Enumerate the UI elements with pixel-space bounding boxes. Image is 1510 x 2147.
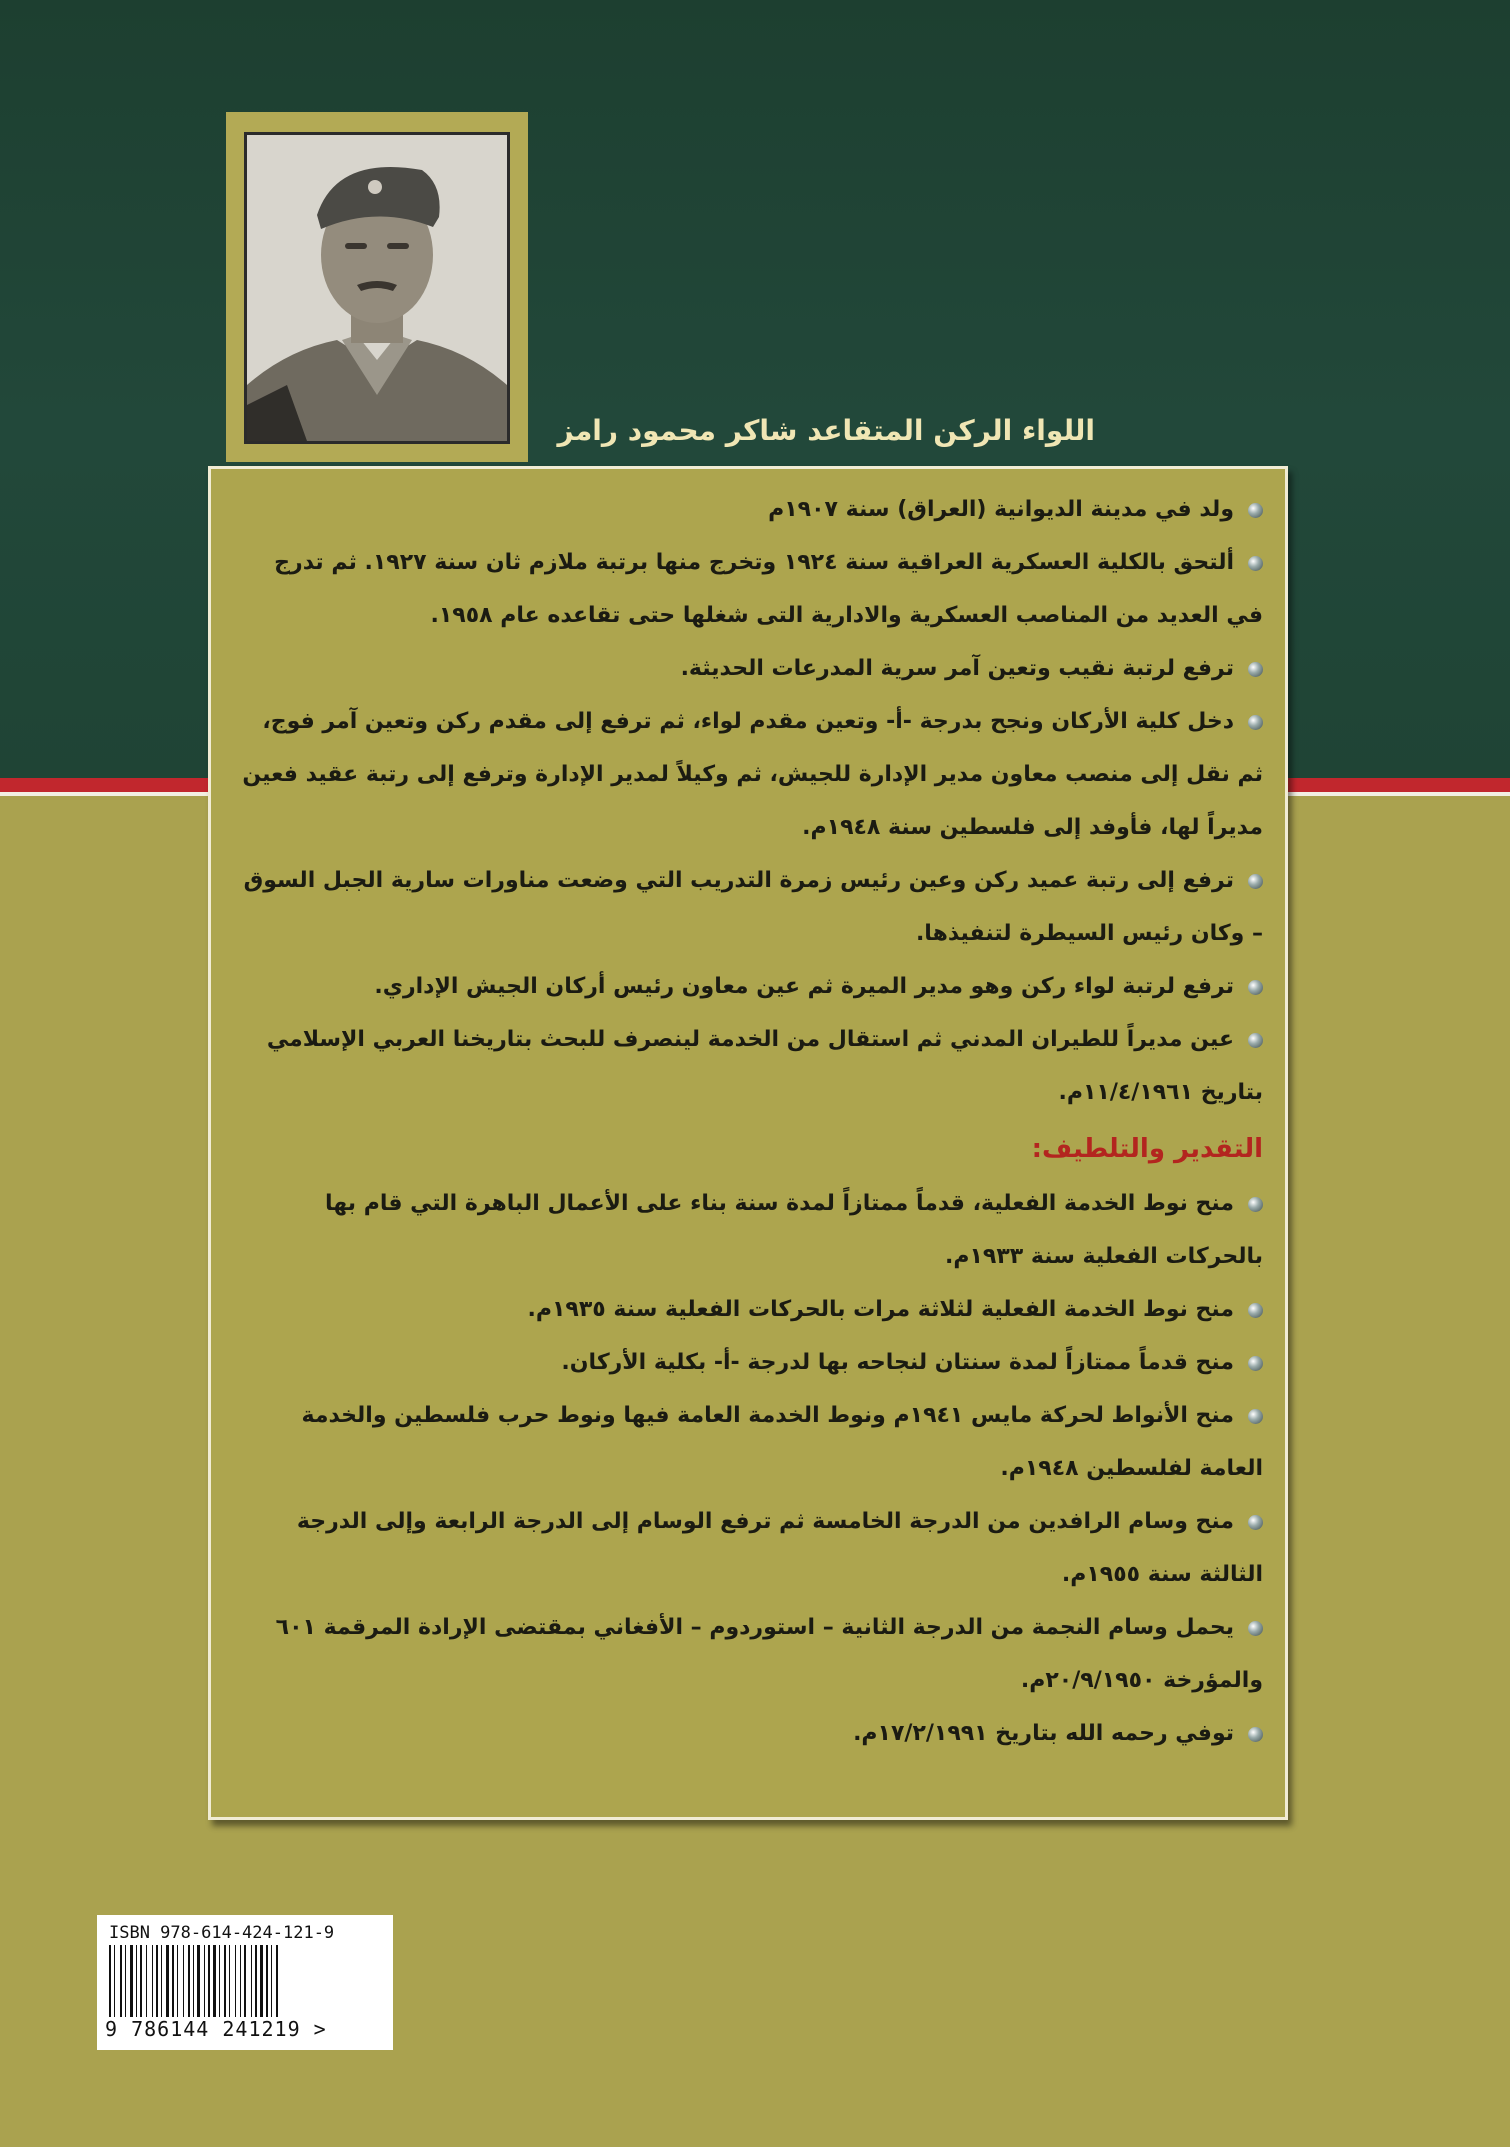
barcode-icon [105,1945,385,2017]
list-item-text: ترفع لرتبة نقيب وتعين آمر سرية المدرعات الحديثة. [680,656,1234,681]
portrait-frame [226,112,528,462]
list-item-text: منح نوط الخدمة الفعلية، قدماً ممتازاً لمدة سنة بناء على الأعمال الباهرة التي قام بها بالحركات الفعلية سنة ١٩٣٣م. [324,1191,1263,1269]
list-item [231,642,1263,695]
list-item-text: ترفع لرتبة لواء ركن وهو مدير الميرة ثم عين معاون رئيس أركان الجيش الإداري. [374,974,1234,999]
list-item-text: منح قدماً ممتازاً لمدة سنتان لنجاحه بها لدرجة -أ- بكلية الأركان. [561,1350,1234,1375]
biography-content [231,483,1263,1760]
list-item-text: منح الأنواط لحركة مايس ١٩٤١م ونوط الخدمة العامة فيها ونوط حرب فلسطين والخدمة العامة لفلسطين ١٩٤٨م. [301,1403,1263,1481]
list-item [231,1177,1263,1283]
bullet-icon [1248,1303,1263,1318]
bullet-icon [1248,1197,1263,1212]
list-item [231,1283,1263,1336]
biography-list [231,483,1263,1119]
bullet-icon [1248,503,1263,518]
list-item [231,483,1263,536]
bullet-icon [1248,1356,1263,1371]
list-item-text: يحمل وسام النجمة من الدرجة الثانية – استوردوم – الأفغاني بمقتضى الإرادة المرقمة ٦٠١ والمؤرخة ٢٠/٩/١٩٥٠م. [275,1615,1263,1693]
list-item [231,1495,1263,1601]
bullet-icon [1248,874,1263,889]
list-item-text: منح نوط الخدمة الفعلية لثلاثة مرات بالحركات الفعلية سنة ١٩٣٥م. [527,1297,1234,1322]
bullet-icon [1248,1621,1263,1636]
list-item-text: ترفع إلى رتبة عميد ركن وعين رئيس زمرة التدريب التي وضعت مناورات سارية الجبل السوق – وكان رئيس السيطرة لتنفيذها. [243,868,1263,946]
biography-box [208,466,1288,1820]
portrait-caption: اللواء الركن المتقاعد شاكر محمود رامز [557,414,1095,447]
list-item [231,1336,1263,1389]
bullet-icon [1248,1409,1263,1424]
list-item [231,1601,1263,1707]
barcode-bars [105,1945,385,2017]
isbn-label: ISBN 978-614-424-121-9 [109,1923,335,1943]
list-item [231,536,1263,642]
bullet-icon [1248,715,1263,730]
list-item-text: عين مديراً للطيران المدني ثم استقال من الخدمة لينصرف للبحث بتاريخنا العربي الإسلامي بتاريخ ١١/٤/١٩٦١م. [266,1027,1263,1105]
bullet-icon [1248,980,1263,995]
isbn-digits: 9 786144 241219 > [105,2017,327,2041]
list-item [231,1389,1263,1495]
barcode [97,1915,393,2050]
list-item-text: توفي رحمه الله بتاريخ ١٧/٢/١٩٩١م. [853,1721,1234,1746]
list-item-text: دخل كلية الأركان ونجح بدرجة -أ- وتعين مقدم لواء، ثم ترفع إلى مقدم ركن وتعين آمر فوج، ثم نقل إلى منصب معاون مدير الإدارة للجيش، ثم وكيلاً لمدير الإدارة وترفع إلى رتبة عقيد فعين مديراً لها، فأوفد إلى فلسطين سنة ١٩٤٨م. [242,709,1263,840]
bullet-icon [1248,1515,1263,1530]
right-red-stripe [1288,778,1510,802]
list-item [231,1707,1263,1760]
list-item [231,1013,1263,1119]
bullet-icon [1248,556,1263,571]
list-item-text: منح وسام الرافدين من الدرجة الخامسة ثم ترفع الوسام إلى الدرجة الرابعة وإلى الدرجة الثالثة سنة ١٩٥٥م. [296,1509,1263,1587]
bullet-icon [1248,662,1263,677]
list-item [231,960,1263,1013]
list-item-text: ولد في مدينة الديوانية (العراق) سنة ١٩٠٧م [768,497,1234,522]
left-red-stripe [0,778,208,802]
bullet-icon [1248,1727,1263,1742]
list-item-text: ألتحق بالكلية العسكرية العراقية سنة ١٩٢٤ وتخرج منها برتبة ملازم ثان سنة ١٩٢٧. ثم تدرج في العديد من المناصب العسكرية والادارية التى شغلها حتى تقاعده عام ١٩٥٨. [274,550,1263,628]
list-item [231,695,1263,854]
bullet-icon [1248,1033,1263,1048]
portrait-icon [247,135,507,441]
honors-list [231,1177,1263,1760]
list-item [231,854,1263,960]
portrait-photo [244,132,510,444]
honors-title: التقدير والتلطيف: [1031,1134,1263,1164]
